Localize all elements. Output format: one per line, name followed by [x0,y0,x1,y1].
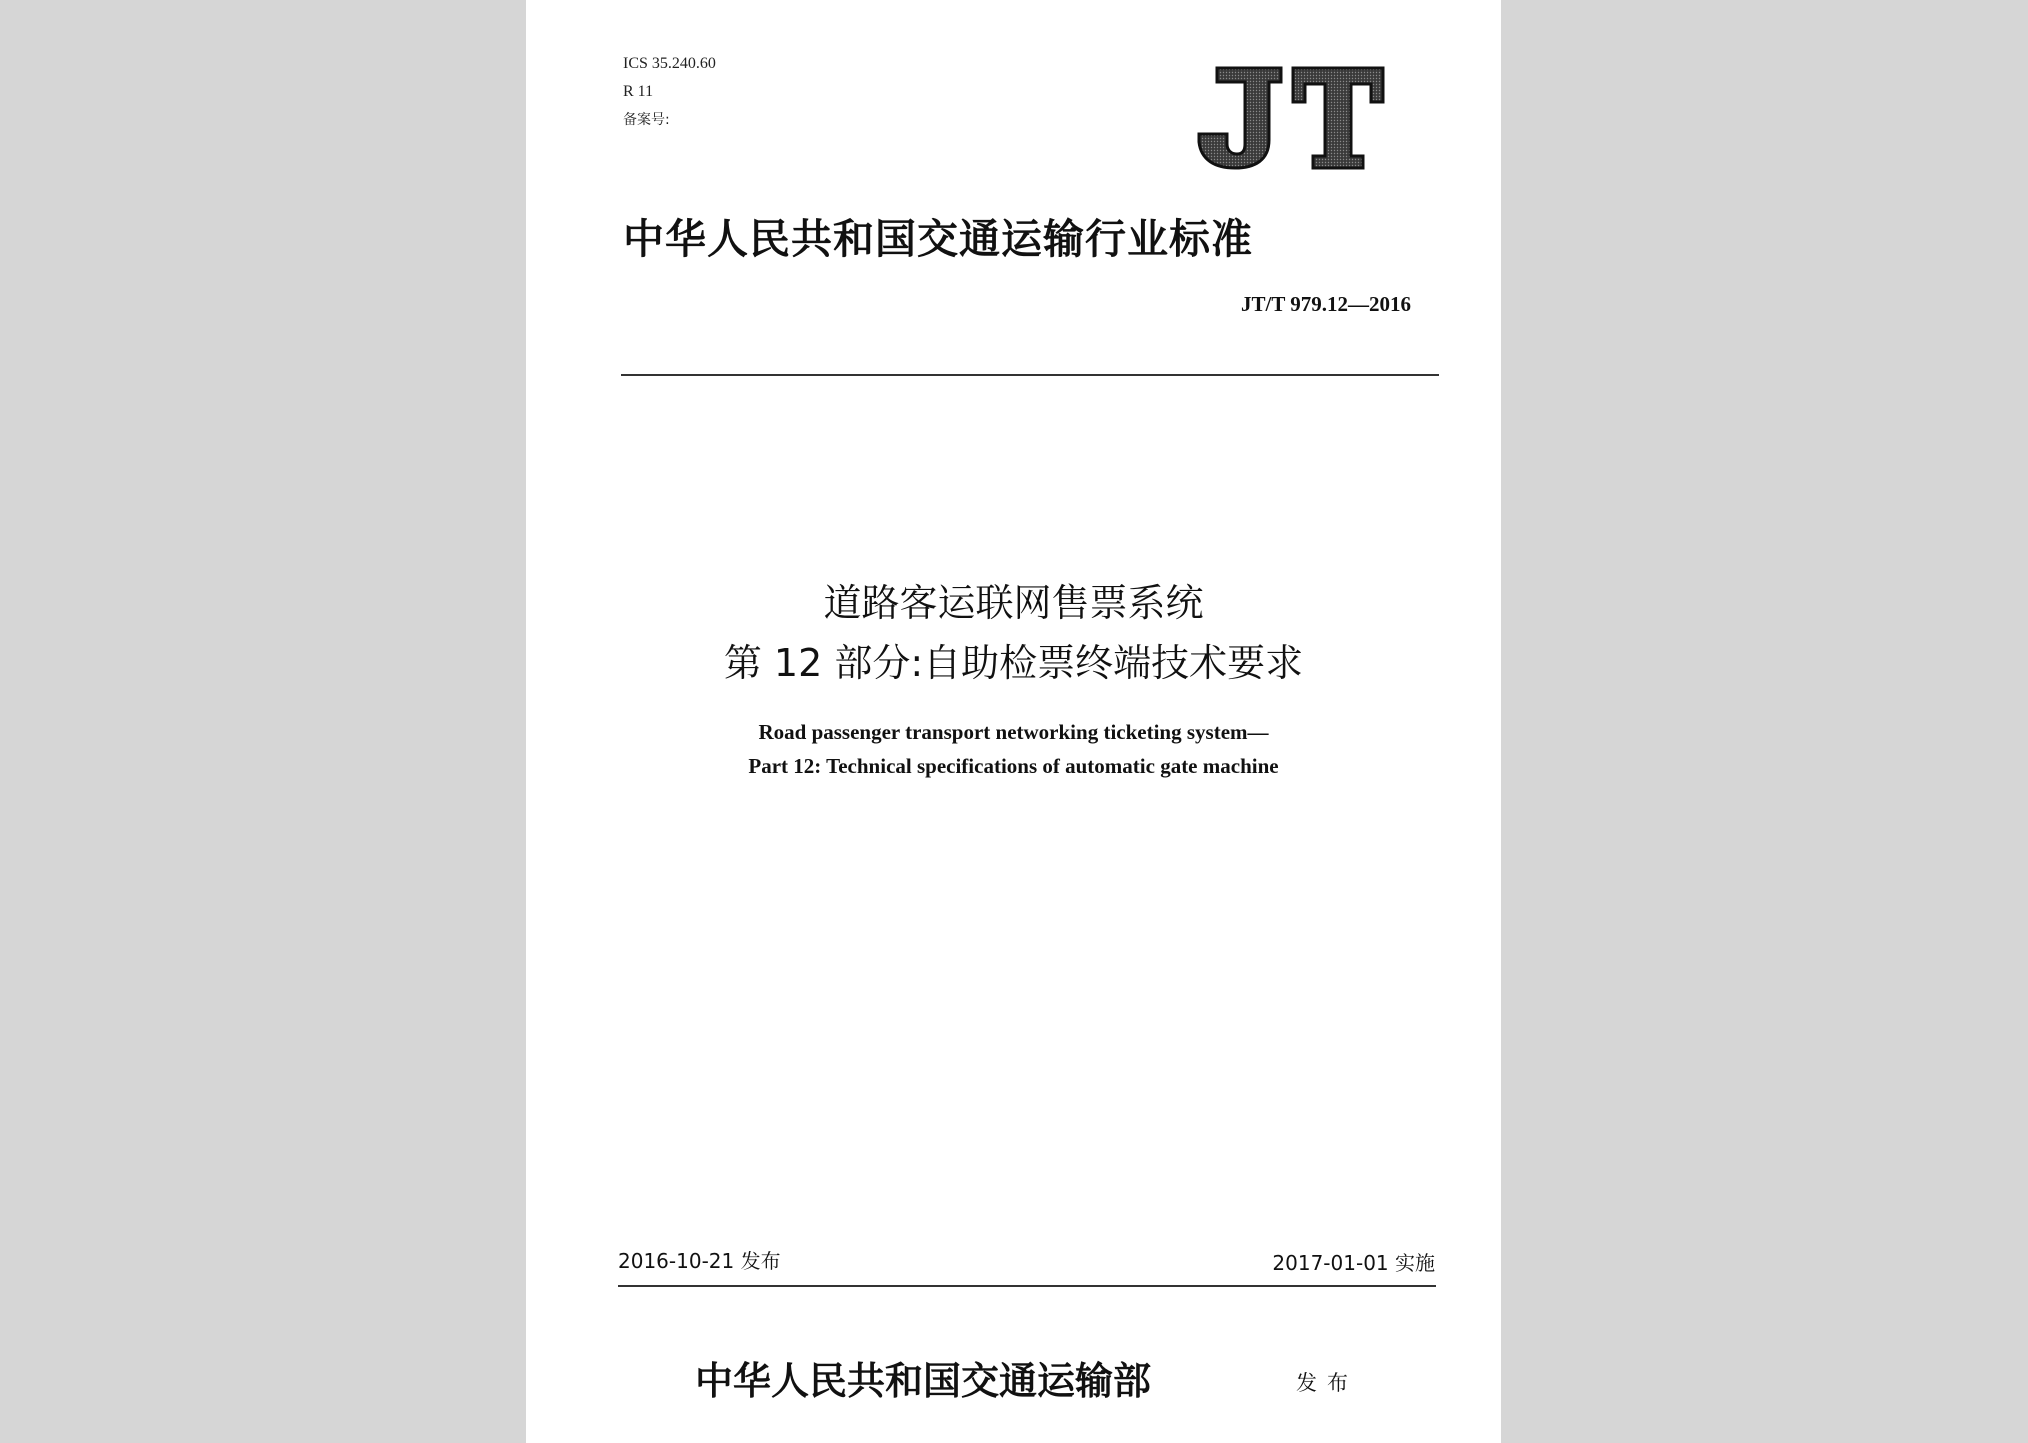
classification-code: R 11 [623,83,654,100]
title-cn-line1: 道路客运联网售票系统 [823,581,1204,625]
footer-divider [618,1285,1436,1287]
industry-standard-title: 中华人民共和国交通运输行业标准 [623,215,1253,263]
header-divider [621,374,1439,376]
issuing-ministry: 中华人民共和国交通运输部 [695,1358,1152,1403]
implementation-date: 2017-01-01 实施 [1272,1251,1435,1275]
ics-code: ICS 35.240.60 [623,55,716,72]
title-en-line1: Road passenger transport networking ticketing system— [758,720,1269,744]
standard-code: JT/T 979.12—2016 [1241,292,1411,316]
logo-text: JT [1289,170,1291,171]
title-cn-line2: 第 12 部分:自助检票终端技术要求 [723,641,1304,685]
document-page [526,0,1501,1443]
title-en-line2: Part 12: Technical specifications of automatic gate machine [748,754,1279,778]
jt-logo [1189,62,1389,172]
issue-date: 2016-10-21 发布 [618,1249,781,1273]
record-number-label: 备案号: [623,112,670,128]
publish-label: 发布 [1296,1371,1358,1395]
